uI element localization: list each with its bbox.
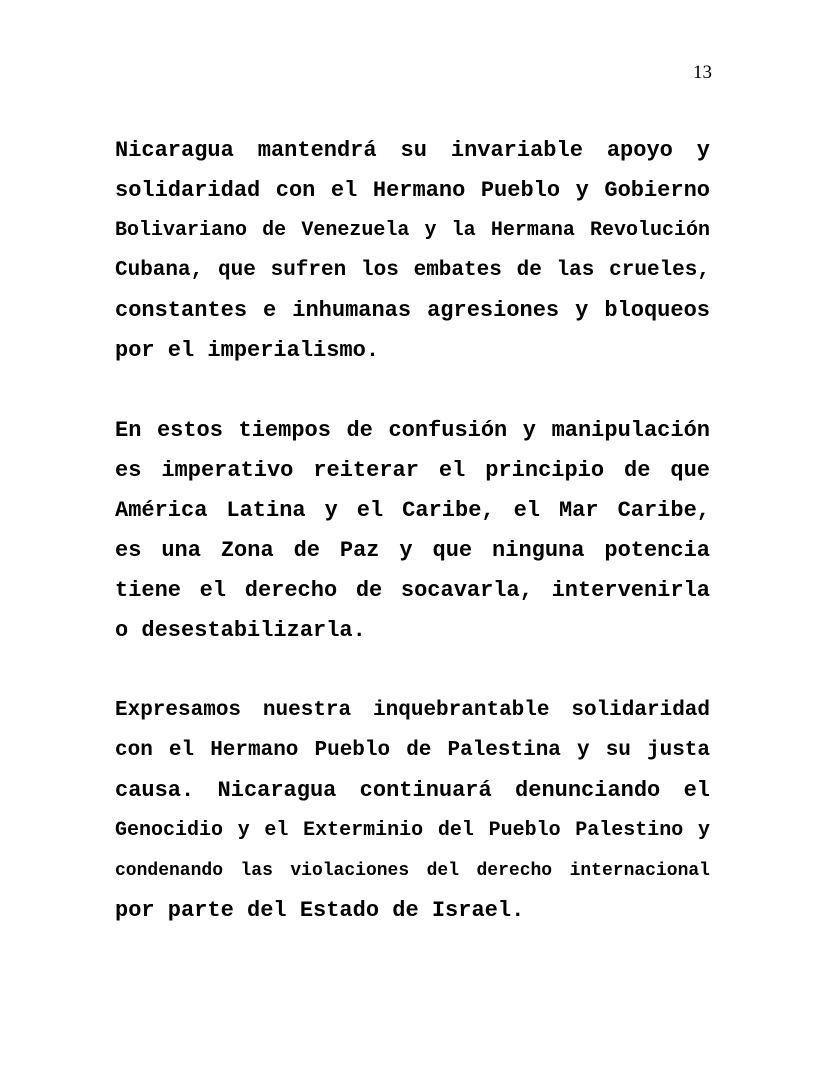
text-line: es imperativo reiterar el principio de que xyxy=(115,458,710,483)
text-line: Nicaragua mantendrá su invariable apoyo y xyxy=(115,138,710,163)
text-line: o desestabilizarla. xyxy=(115,618,366,643)
text-line: por el imperialismo. xyxy=(115,338,380,363)
text-line: Cubana, que sufren los embates de las crueles, xyxy=(115,259,710,282)
paragraph-1 xyxy=(115,131,710,371)
text-line: con el Hermano Pueblo de Palestina y su justa xyxy=(115,739,710,762)
text-line: América Latina y el Caribe, el Mar Caribe, xyxy=(115,498,710,523)
text-line: Bolivariano de Venezuela y la Hermana Revolución xyxy=(115,219,710,242)
text-line: Genocidio y el Exterminio del Pueblo Palestino y xyxy=(115,819,710,842)
text-line: causa. Nicaragua continuará denunciando el xyxy=(115,778,710,803)
page-number: 13 xyxy=(693,62,712,83)
paragraph-2 xyxy=(115,411,710,651)
text-line: constantes e inhumanas agresiones y bloqueos xyxy=(115,298,710,323)
text-line: condenando las violaciones del derecho internacional xyxy=(115,861,710,881)
paragraph-3 xyxy=(115,691,710,931)
text-block xyxy=(115,131,710,931)
text-line: es una Zona de Paz y que ninguna potencia xyxy=(115,538,710,563)
text-line: Expresamos nuestra inquebrantable solidaridad xyxy=(115,699,710,722)
text-line: por parte del Estado de Israel. xyxy=(115,898,525,923)
text-line: tiene el derecho de socavarla, intervenirla xyxy=(115,578,710,603)
text-line: En estos tiempos de confusión y manipulación xyxy=(115,418,710,443)
text-line: solidaridad con el Hermano Pueblo y Gobierno xyxy=(115,178,710,203)
